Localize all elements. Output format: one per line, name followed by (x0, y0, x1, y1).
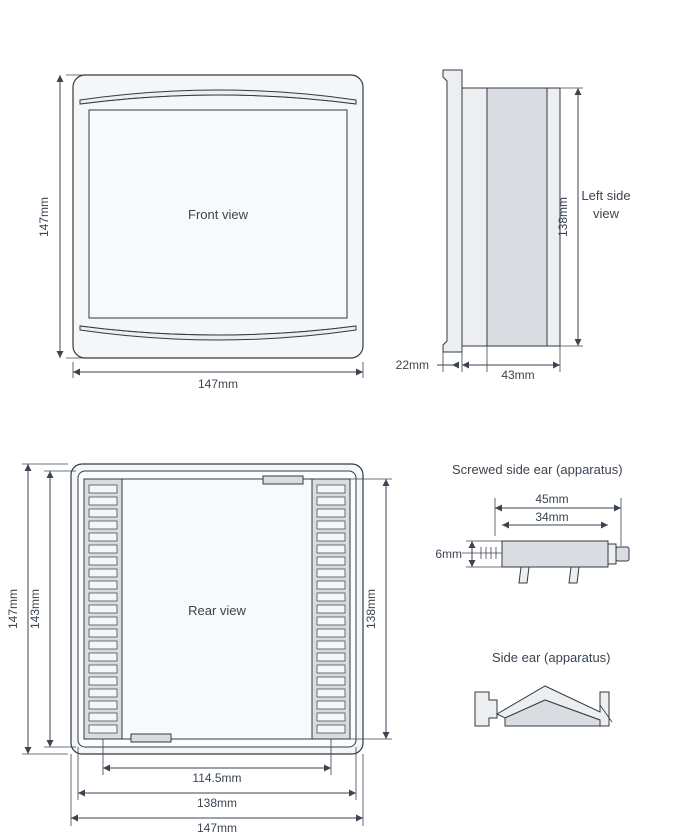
rear-inner-width-arrow-left (103, 765, 110, 772)
screwed-ear-outer-width-arrow-right (614, 505, 621, 512)
screwed-ear-screw-collar (608, 544, 616, 564)
rear-view-group (6, 464, 392, 835)
screwed-ear-outer-width-dim-text: 45mm (535, 492, 569, 506)
rear-mid-width-arrow-right (349, 790, 356, 797)
left-side-height-arrow-top (575, 88, 582, 95)
side-ear-left-clip (475, 692, 497, 726)
front-view-group (37, 75, 363, 391)
front-width-arrow-left (73, 369, 80, 376)
left-side-front-flange (443, 70, 462, 352)
left-side-depth-arrow-right (553, 362, 560, 369)
screwed-ear-left-leg (519, 567, 529, 583)
rear-right-height-arrow-bottom (383, 732, 390, 739)
front-height-dim-text: 147mm (37, 196, 51, 238)
left-side-depth-arrow-left (462, 362, 469, 369)
screwed-ear-inner-width-arrow-right (601, 522, 608, 529)
left-side-height-arrow-bottom (575, 339, 582, 346)
screwed-side-ear-title: Screwed side ear (apparatus) (452, 462, 623, 477)
side-ear-group (475, 650, 612, 726)
rear-mid-width-dim-text: 138mm (196, 796, 238, 810)
rear-inner-height-arrow-bottom (47, 740, 54, 747)
rear-outer-width-arrow-right (356, 815, 363, 822)
rear-view-bottom-latch (131, 734, 171, 742)
rear-outer-height-arrow-bottom (25, 747, 32, 754)
rear-view-left-pins (89, 485, 117, 733)
front-height-arrow-top (57, 75, 64, 82)
screwed-ear-screw-head (616, 547, 629, 561)
left-side-view-group (396, 70, 631, 382)
screwed-ear-height-arrow-bottom (469, 560, 476, 567)
left-side-body-main (487, 88, 547, 346)
left-side-height-dim-text: 138mm (556, 196, 570, 238)
rear-inner-height-arrow-top (47, 471, 54, 478)
left-side-view-label-line2: view (592, 206, 620, 221)
left-side-flange-arrow (452, 362, 459, 369)
rear-outer-height-arrow-top (25, 464, 32, 471)
front-view-label: Front view (188, 207, 248, 222)
rear-view-label: Rear view (188, 603, 246, 618)
rear-outer-height-dim-text: 147mm (6, 588, 20, 630)
left-side-body-front-section (462, 88, 487, 346)
rear-inner-width-arrow-right (324, 765, 331, 772)
left-side-flange-dim-text: 22mm (395, 358, 429, 372)
rear-mid-width-arrow-left (78, 790, 85, 797)
front-width-arrow-right (356, 369, 363, 376)
screwed-side-ear-group (435, 462, 629, 583)
rear-outer-width-dim-text: 147mm (196, 821, 238, 835)
rear-right-height-dim-text: 138mm (364, 588, 378, 630)
rear-view-right-pins (317, 485, 345, 733)
screwed-ear-inner-width-dim-text: 34mm (535, 510, 569, 524)
screwed-ear-inner-width-arrow-left (502, 522, 509, 529)
screwed-ear-outer-width-arrow-left (495, 505, 502, 512)
front-width-dim-text: 147mm (197, 377, 239, 391)
screwed-ear-right-leg (569, 567, 579, 583)
rear-inner-height-dim-text: 143mm (28, 588, 42, 630)
rear-outer-width-arrow-left (71, 815, 78, 822)
screwed-ear-height-arrow-top (469, 541, 476, 548)
front-height-arrow-bottom (57, 351, 64, 358)
screwed-ear-height-dim-text: 6mm (435, 547, 462, 561)
rear-inner-width-dim-text: 114.5mm (192, 771, 242, 785)
side-ear-title: Side ear (apparatus) (492, 650, 611, 665)
rear-right-height-arrow-top (383, 479, 390, 486)
left-side-view-label-line1: Left side (581, 188, 631, 203)
left-side-depth-dim-text: 43mm (501, 368, 535, 382)
rear-view-top-latch (263, 476, 303, 484)
screwed-ear-body (502, 541, 608, 567)
